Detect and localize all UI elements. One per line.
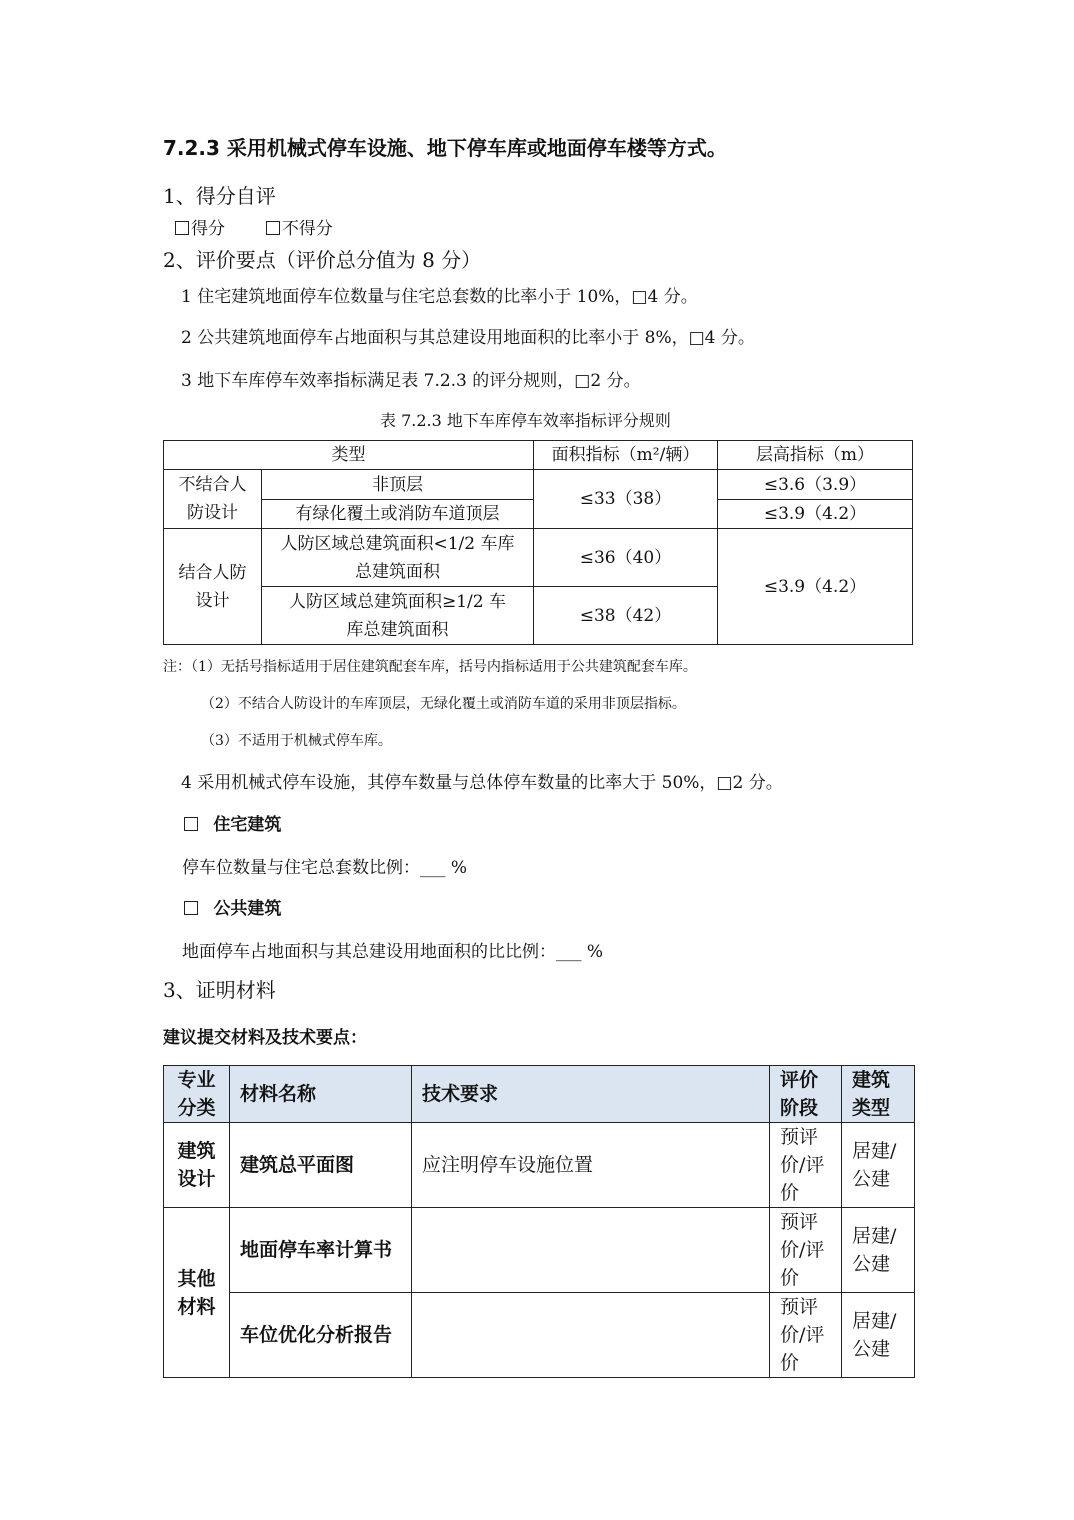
residential-ratio: 停车位数量与住宅总套数比例：___ % xyxy=(182,858,468,878)
point-2: 2 公共建筑地面停车占地面积与其总建设用地面积的比率小于 8%，□4 分。 xyxy=(181,328,755,348)
th-area: 面积指标（m²/辆） xyxy=(534,441,718,470)
cell-building-type: 居建/ 公建 xyxy=(842,1208,915,1293)
label-noscore: 不得分 xyxy=(281,219,333,239)
table-row xyxy=(164,1123,915,1208)
cell-category: 其他 材料 xyxy=(164,1208,230,1378)
note-1: 注：（1）无括号指标适用于居住建筑配套车库，括号内指标适用于公共建筑配套车库。 xyxy=(163,659,697,675)
checkbox-score[interactable] xyxy=(175,221,189,235)
cell-stage: 预评 价/评 价 xyxy=(770,1208,842,1293)
table-row xyxy=(164,1208,915,1293)
cell-height: ≤3.6（3.9） xyxy=(718,470,913,500)
cell-building-type: 居建/ 公建 xyxy=(842,1123,915,1208)
th-category: 专业 分类 xyxy=(164,1066,230,1123)
th-stage: 评价 阶段 xyxy=(770,1066,842,1123)
cell-material-name: 车位优化分析报告 xyxy=(230,1293,412,1378)
th-type: 类型 xyxy=(164,441,534,470)
cell-stage: 预评 价/评 价 xyxy=(770,1293,842,1378)
efficiency-table xyxy=(163,440,913,645)
option-public xyxy=(184,894,281,919)
label-residential: 住宅建筑 xyxy=(213,815,282,835)
self-eval-options xyxy=(175,214,333,239)
cell-category: 建筑 设计 xyxy=(164,1123,230,1208)
materials-subtitle: 建议提交材料及技术要点： xyxy=(163,1028,367,1048)
label-score: 得分 xyxy=(191,219,225,239)
cell-stage: 预评 价/评 价 xyxy=(770,1123,842,1208)
checkbox-noscore[interactable] xyxy=(266,221,280,235)
section-1-title: 1、得分自评 xyxy=(163,184,276,208)
cell-requirement xyxy=(412,1208,770,1293)
materials-table xyxy=(163,1065,915,1378)
point-4: 4 采用机械式停车设施，其停车数量与总体停车数量的比率大于 50%，□2 分。 xyxy=(181,773,783,793)
table-row xyxy=(164,1293,915,1378)
table-caption: 表 7.2.3 地下车库停车效率指标评分规则 xyxy=(380,411,671,430)
group-no-civil-defense: 不结合人 防设计 xyxy=(164,470,262,529)
public-ratio: 地面停车占地面积与其总建设用地面积的比比例：___ % xyxy=(182,942,604,962)
cell-area: ≤38（42） xyxy=(534,587,718,645)
checkbox-residential[interactable] xyxy=(184,817,198,831)
cell-type: 有绿化覆土或消防车道顶层 xyxy=(262,500,534,529)
checkbox-public[interactable] xyxy=(184,901,198,915)
note-3: （3）不适用于机械式停车库。 xyxy=(201,733,392,749)
cell-requirement: 应注明停车设施位置 xyxy=(412,1123,770,1208)
cell-material-name: 建筑总平面图 xyxy=(230,1123,412,1208)
point-1: 1 住宅建筑地面停车位数量与住宅总套数的比率小于 10%，□4 分。 xyxy=(181,287,698,307)
cell-material-name: 地面停车率计算书 xyxy=(230,1208,412,1293)
section-3-title: 3、证明材料 xyxy=(163,978,276,1002)
option-residential xyxy=(184,810,281,835)
cell-area: ≤36（40） xyxy=(534,529,718,587)
cell-height: ≤3.9（4.2） xyxy=(718,529,913,645)
section-2-title: 2、评价要点（评价总分值为 8 分） xyxy=(163,248,482,272)
group-civil-defense: 结合人防 设计 xyxy=(164,529,262,645)
th-height: 层高指标（m） xyxy=(718,441,913,470)
cell-area: ≤33（38） xyxy=(534,470,718,529)
section-heading: 7.2.3 采用机械式停车设施、地下停车库或地面停车楼等方式。 xyxy=(163,136,727,160)
cell-type: 人防区域总建筑面积<1/2 车库 总建筑面积 xyxy=(262,529,534,587)
cell-type: 非顶层 xyxy=(262,470,534,500)
th-building-type: 建筑 类型 xyxy=(842,1066,915,1123)
label-public: 公共建筑 xyxy=(213,899,282,919)
th-requirement: 技术要求 xyxy=(412,1066,770,1123)
point-3: 3 地下车库停车效率指标满足表 7.2.3 的评分规则，□2 分。 xyxy=(181,371,641,391)
note-2: （2）不结合人防设计的车库顶层，无绿化覆土或消防车道的采用非顶层指标。 xyxy=(201,696,686,712)
cell-building-type: 居建/ 公建 xyxy=(842,1293,915,1378)
cell-requirement xyxy=(412,1293,770,1378)
th-material-name: 材料名称 xyxy=(230,1066,412,1123)
cell-height: ≤3.9（4.2） xyxy=(718,500,913,529)
cell-type: 人防区域总建筑面积≥1/2 车 库总建筑面积 xyxy=(262,587,534,645)
